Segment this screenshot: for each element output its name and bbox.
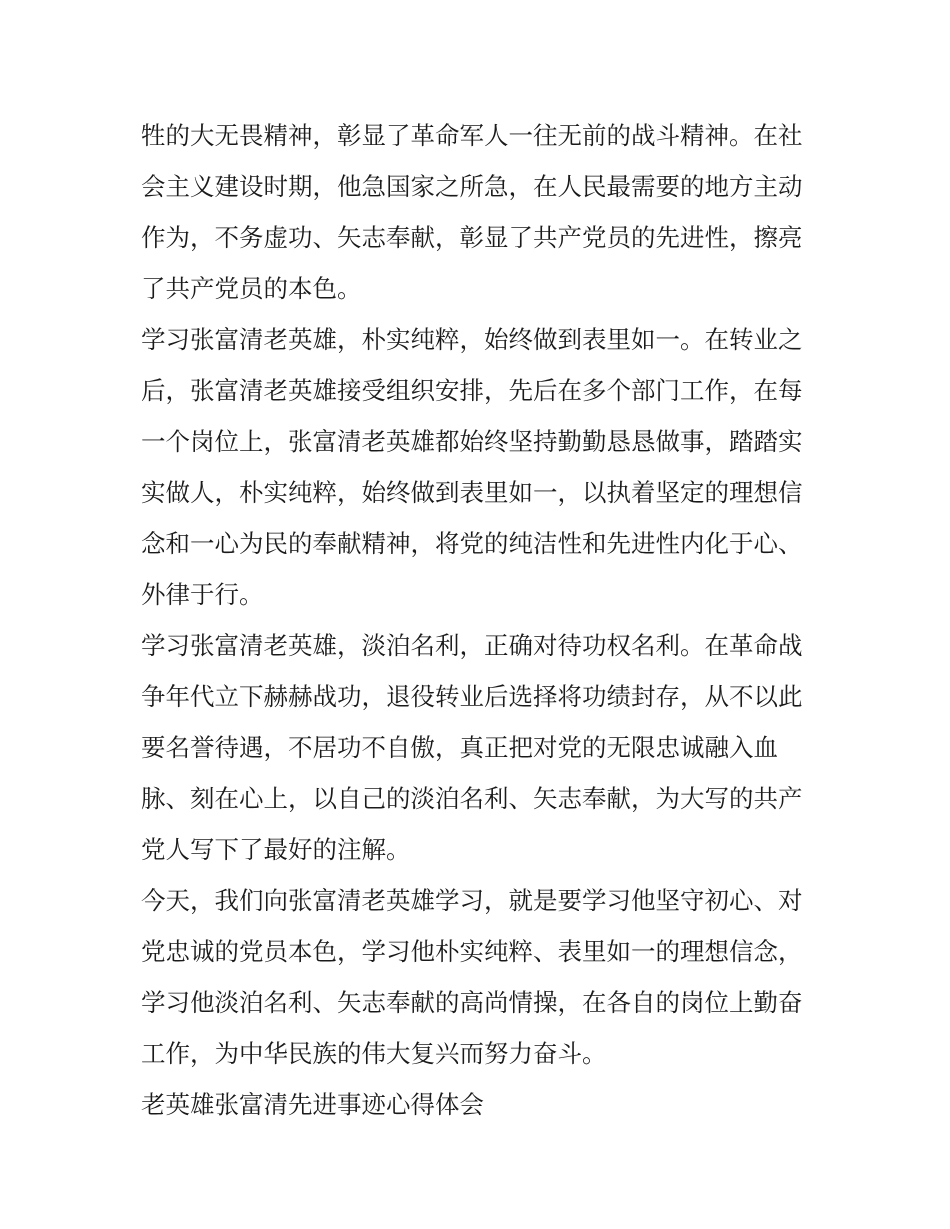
- text-line: 学习他淡泊名利、矢志奉献的高尚情操，在各自的岗位上勤奋: [141, 988, 803, 1017]
- text-line: 外律于行。: [141, 580, 264, 609]
- text-line: 脉、刻在心上，以自己的淡泊名利、矢志奉献，为大写的共产: [141, 784, 803, 813]
- document-body: [141, 110, 816, 1130]
- text-line: 今天，我们向张富清老英雄学习，就是要学习他坚守初心、对: [141, 886, 803, 915]
- text-line: 争年代立下赫赫战功，退役转业后选择将功绩封存，从不以此: [141, 682, 803, 711]
- paragraph-conclusion: [141, 875, 816, 1079]
- text-line: 工作，为中华民族的伟大复兴而努力奋斗。: [141, 1039, 607, 1068]
- text-line: 了共产党员的本色。: [141, 274, 362, 303]
- paragraph-fame: [141, 620, 816, 875]
- text-line: 会主义建设时期，他急国家之所急，在人民最需要的地方主动: [141, 172, 803, 201]
- text-line: 要名誉待遇，不居功不自傲，真正把对党的无限忠诚融入血: [141, 733, 778, 762]
- text-line: 念和一心为民的奉献精神，将党的纯洁性和先进性内化于心、: [141, 529, 803, 558]
- section-title: [141, 1079, 816, 1130]
- text-line: 后，张富清老英雄接受组织安排，先后在多个部门工作，在每: [141, 376, 803, 405]
- text-line: 党忠诚的党员本色，学习他朴实纯粹、表里如一的理想信念，: [141, 937, 803, 966]
- text-line: 学习张富清老英雄，朴实纯粹，始终做到表里如一。在转业之: [141, 325, 803, 354]
- text-line: 一个岗位上，张富清老英雄都始终坚持勤勤恳恳做事，踏踏实: [141, 427, 803, 456]
- section-heading: 老英雄张富清先进事迹心得体会: [141, 1090, 484, 1119]
- paragraph-simplicity: [141, 314, 816, 620]
- text-line: 实做人，朴实纯粹，始终做到表里如一，以执着坚定的理想信: [141, 478, 803, 507]
- text-line: 党人写下了最好的注解。: [141, 835, 411, 864]
- text-line: 作为，不务虚功、矢志奉献，彰显了共产党员的先进性，擦亮: [141, 223, 803, 252]
- paragraph-spirit: [141, 110, 816, 314]
- text-line: 学习张富清老英雄，淡泊名利，正确对待功权名利。在革命战: [141, 631, 803, 660]
- text-line: 牲的大无畏精神，彰显了革命军人一往无前的战斗精神。在社: [141, 121, 803, 150]
